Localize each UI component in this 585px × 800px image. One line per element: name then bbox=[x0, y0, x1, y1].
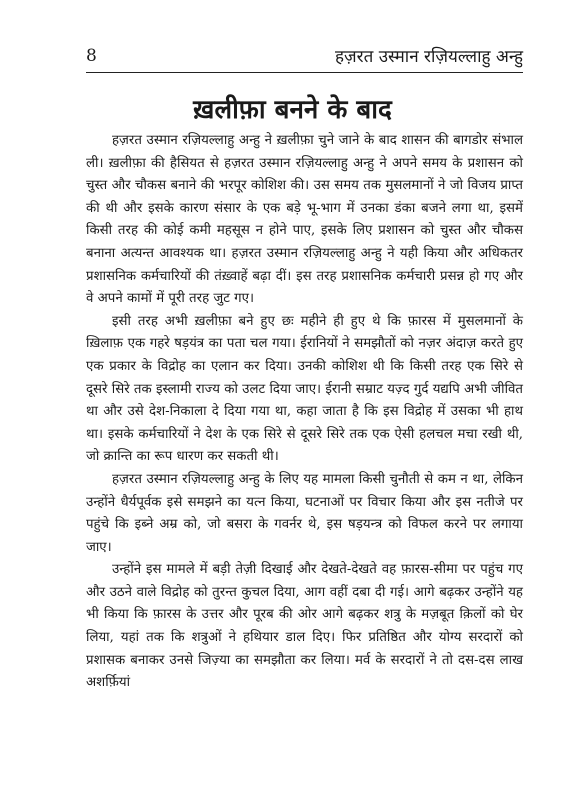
page-number: 8 bbox=[86, 46, 97, 66]
paragraph: इसी तरह अभी ख़लीफ़ा बने हुए छः महीने ही हुए थे कि फ़ारस में मुसलमानों के ख़िलाफ़ एक गहरे षड़यंत्र का पता चल गया। ईरानियों ने समझौतों को नज़र अंदाज़ करते हुए एक प्रकार के विद्रोह का एलान कर दिया। उनकी कोशिश थी कि किसी तरह एक सिरे से दूसरे सिरे तक इस्लामी राज्य को उलट दिया जाए। ईरानी सम्राट यज़्द गुर्द यद्यपि अभी जीवित था और उसे देश-निकाला दे दिया गया था, कहा जाता है कि इस विद्रोह में उसका भी हाथ था। इसके कर्मचारियों ने देश के एक सिरे से दूसरे सिरे तक एक ऐसी हलचल मचा रखी थी, जो क्रान्ति का रूप धारण कर सकती थी। bbox=[86, 313, 523, 465]
page-header bbox=[86, 38, 523, 73]
paragraph: उन्होंने इस मामले में बड़ी तेज़ी दिखाई और देखते-देखते वह फ़ारस-सीमा पर पहुंच गए और उठने वाले विद्रोह को तुरन्त कुचल दिया, आग वहीं दबा दी गई। आगे बढ़कर उन्होंने यह भी किया कि फ़ारस के उत्तर और पूरब की ओर आगे बढ़कर शत्रु के मज़बूत क़िलों को घेर लिया, यहां तक कि शत्रुओं ने हथियार डाल दिए। फिर प्रतिष्ठित और योग्य सरदारों को प्रशासक बनाकर उनसे जिज़्या का समझौता कर लिया। मर्व के सरदारों ने तो दस-दस लाख अशर्फ़ियां bbox=[86, 562, 523, 691]
body-text bbox=[86, 130, 523, 695]
paragraph: हज़रत उस्मान रज़ियल्लाहु अन्हु के लिए यह मामला किसी चुनौती से कम न था, लेकिन उन्होंने धैर्यपूर्वक इसे समझने का यत्न किया, घटनाओं पर विचार किया और इस नतीजे पर पहुंचे कि इब्ने अम्र को, जो बसरा के गवर्नर थे, इस षड़यन्त्र को विफल करने पर लगाया जाए। bbox=[86, 471, 523, 555]
paragraph: हज़रत उस्मान रज़ियल्लाहु अन्हु ने ख़लीफ़ा चुने जाने के बाद शासन की बागडोर संभाल ली। ख़लीफ़ा की हैसियत से हज़रत उस्मान रज़ियल्लाहु अन्हु ने अपने समय के प्रशासन को चुस्त और चौकस बनाने की भरपूर कोशिश की। उस समय तक मुसलमानों ने जो विजय प्राप्त की थी और इसके कारण संसार के एक बड़े भू-भाग में उनका डंका बजने लगा था, इसमें किसी तरह की कोई कमी महसूस न होने पाए, इसके लिए प्रशासन को चुस्त और चौकस बनाना अत्यन्त आवश्यक था। हज़रत उस्मान रज़ियल्लाहु अन्हु ने यही किया और अधिकतर प्रशासनिक कर्मचारियों की तंख़्वाहें बढ़ा दीं। इस तरह प्रशासनिक कर्मचारी प्रसन्न हो गए और वे अपने कामों में पूरी तरह जुट गए। bbox=[86, 133, 523, 307]
running-title: हज़रत उस्मान रज़ियल्लाहु अन्हु bbox=[335, 47, 523, 67]
chapter-title: ख़लीफ़ा बनने के बाद bbox=[193, 95, 392, 125]
